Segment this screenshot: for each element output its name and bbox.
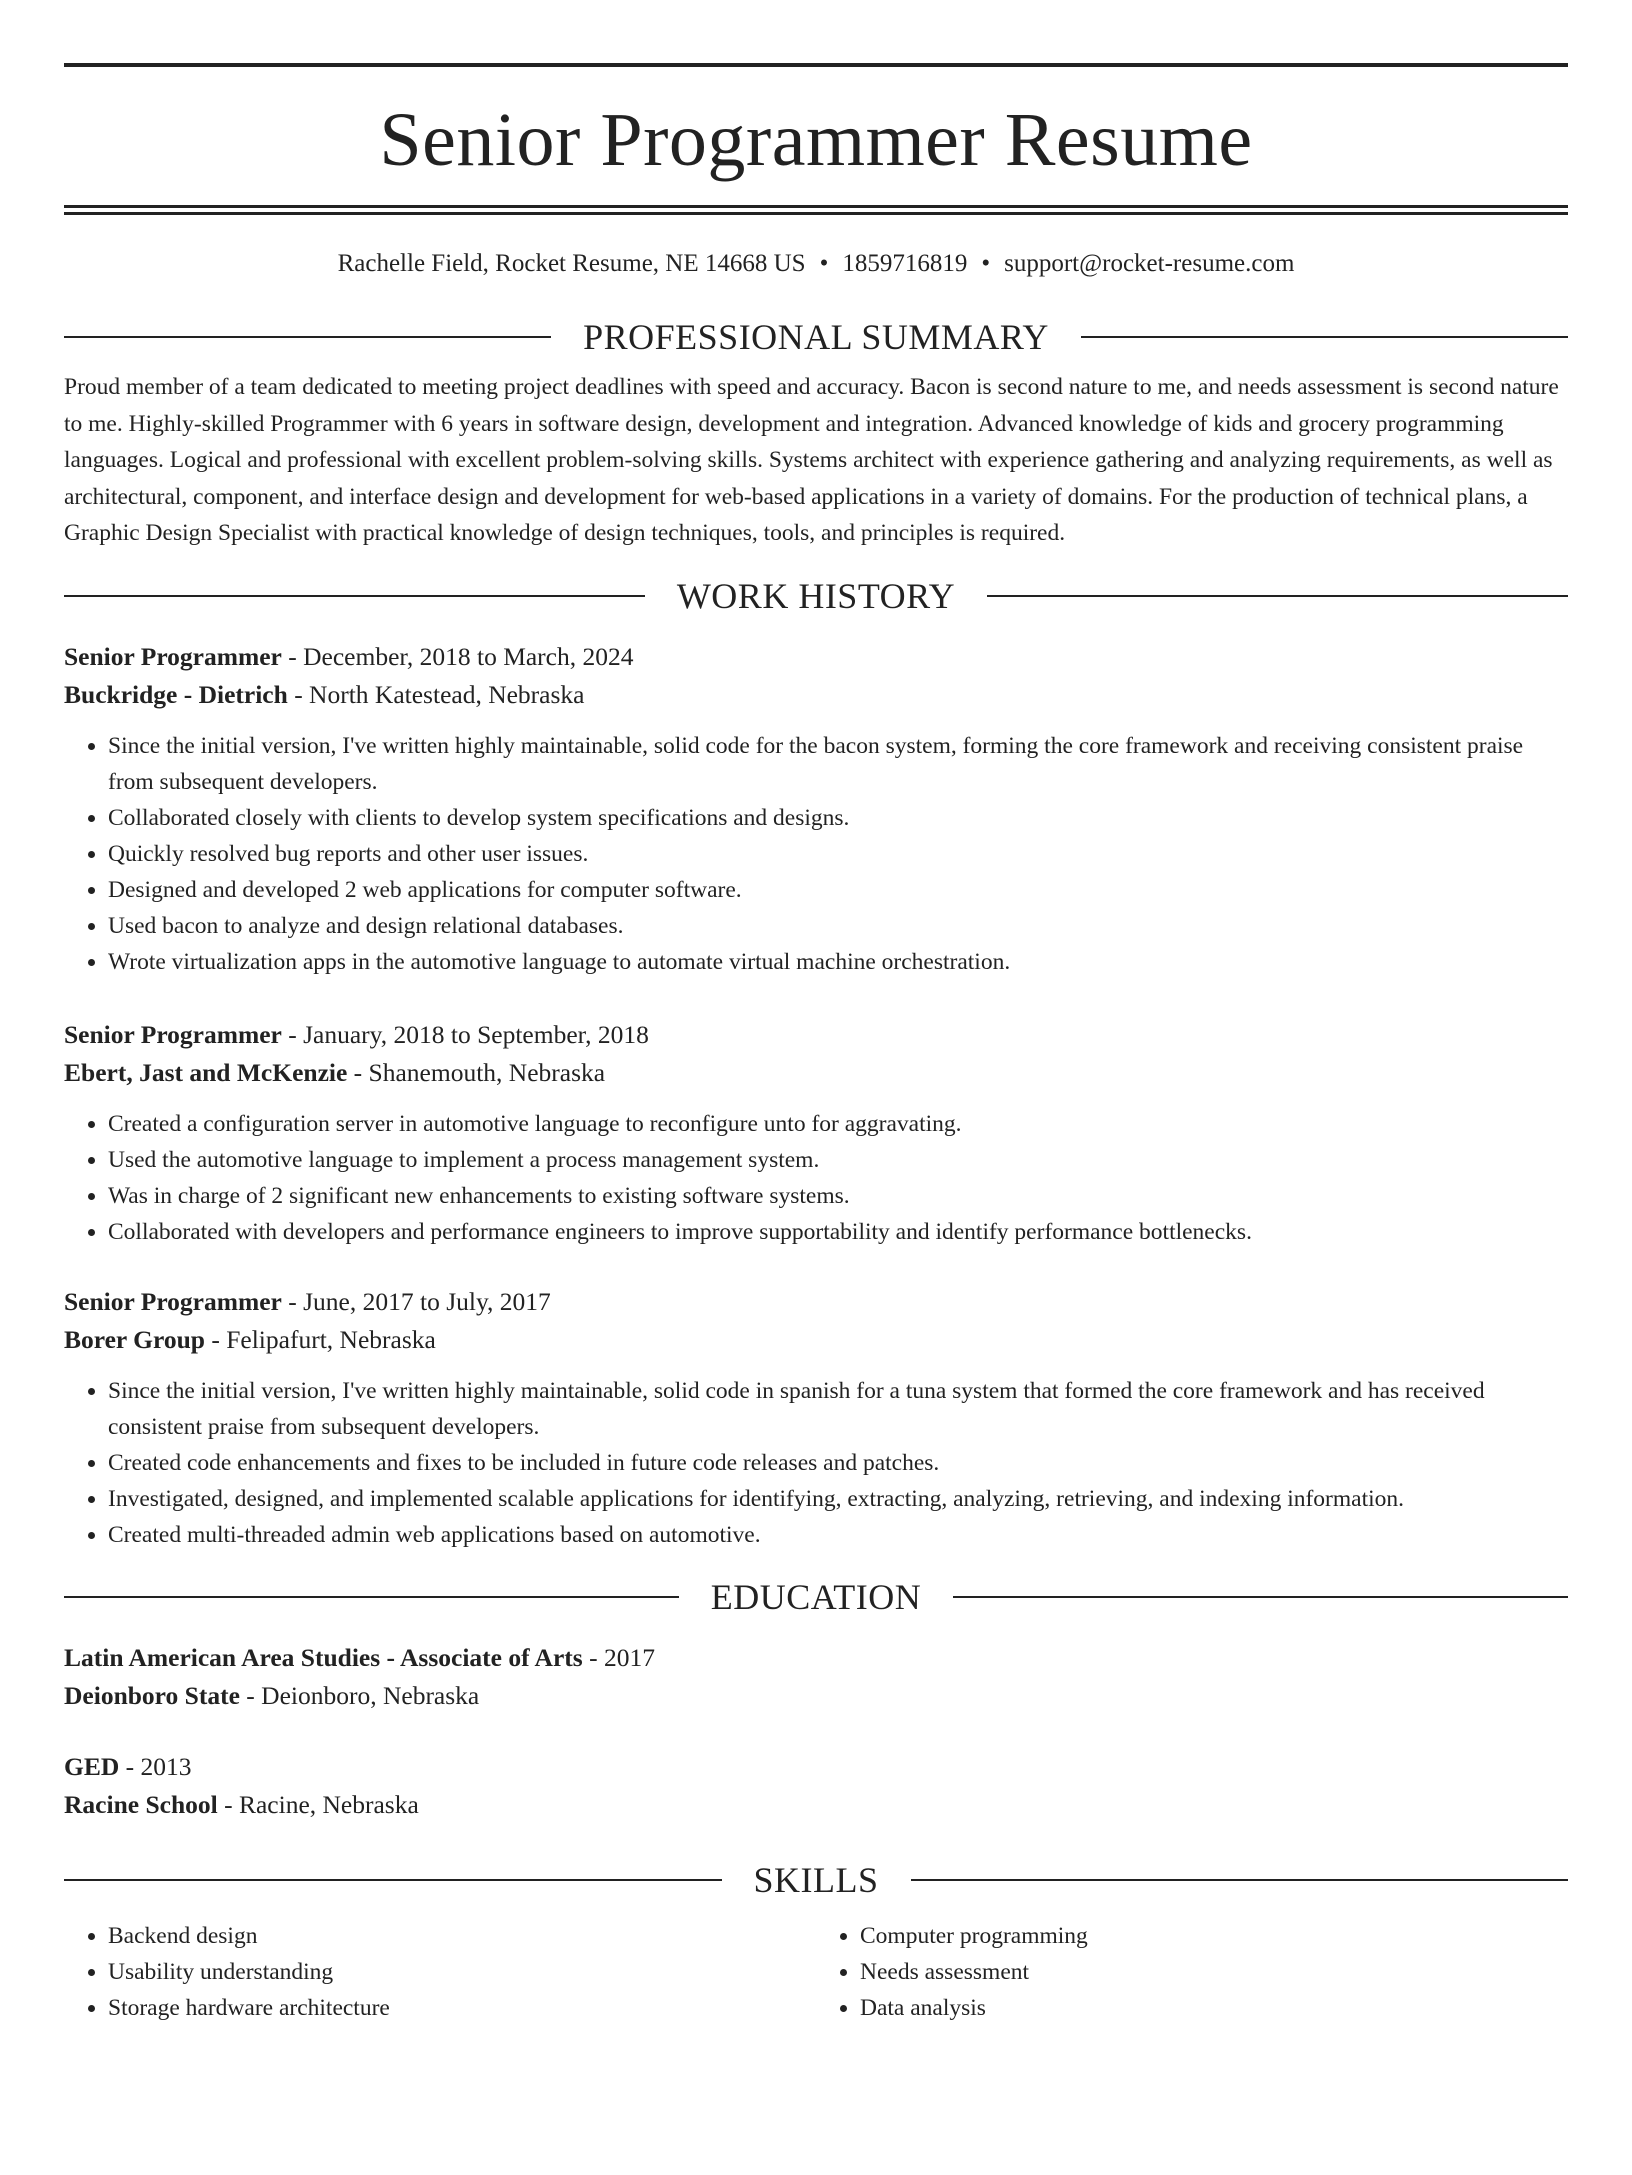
- contact-address: Rachelle Field, Rocket Resume, NE 14668 US: [337, 250, 806, 277]
- contact-email: support@rocket-resume.com: [1004, 250, 1295, 277]
- job-company: Ebert, Jast and McKenzie: [64, 1057, 348, 1087]
- education-school: Deionboro State: [64, 1680, 240, 1710]
- list-item: • Used the automotive language to implement a process management system.: [108, 1142, 1568, 1178]
- list-item: • Created code enhancements and fixes to be included in future code releases and patches.: [108, 1445, 1568, 1481]
- divider-line: [953, 1596, 1568, 1598]
- divider-line: [1081, 336, 1568, 338]
- top-rule: [64, 63, 1568, 67]
- list-item: • Collaborated with developers and performance engineers to improve supportability and identify performance bottlenecks.: [108, 1214, 1568, 1250]
- list-item: • Created a configuration server in automotive language to reconfigure unto for aggravating.: [108, 1106, 1568, 1142]
- list-item: • Created multi-threaded admin web applications based on automotive.: [108, 1517, 1568, 1553]
- job-entry: [64, 638, 1568, 980]
- education-entry: [64, 1748, 1568, 1824]
- contact-separator: •: [981, 250, 991, 277]
- education-school: Racine School: [64, 1789, 218, 1819]
- job-dates: - June, 2017 to July, 2017: [281, 1286, 551, 1316]
- title-double-rule: [64, 205, 1568, 215]
- list-item: • Since the initial version, I've written highly maintainable, solid code for the bacon system, forming the core framework and receiving consistent praise from subsequent developers.: [108, 728, 1568, 800]
- list-item: • Needs assessment: [860, 1954, 1568, 1990]
- job-title: Senior Programmer: [64, 641, 282, 671]
- job-entry: [64, 1283, 1568, 1553]
- job-dates: - January, 2018 to September, 2018: [281, 1019, 649, 1049]
- list-item: • Designed and developed 2 web applications for computer software.: [108, 872, 1568, 908]
- divider-line: [64, 1596, 679, 1598]
- page-title: Senior Programmer Resume: [379, 98, 1253, 182]
- job-dates: - December, 2018 to March, 2024: [281, 641, 634, 671]
- job-bullets: [64, 728, 1568, 980]
- list-item: • Storage hardware architecture: [108, 1990, 816, 2026]
- job-company-line: [64, 1321, 1568, 1359]
- skills-column-left: [64, 1918, 816, 2026]
- job-bullets: [64, 1373, 1568, 1553]
- education-location: - Deionboro, Nebraska: [239, 1680, 480, 1710]
- skills-list: [64, 1918, 1568, 2026]
- resume-page: [0, 63, 1632, 2175]
- job-company-line: [64, 676, 1568, 714]
- divider-line: [987, 595, 1568, 597]
- divider-line: [64, 1879, 722, 1881]
- education-location: - Racine, Nebraska: [217, 1789, 419, 1819]
- job-company: Buckridge - Dietrich: [64, 679, 288, 709]
- job-location: - Felipafurt, Nebraska: [204, 1324, 436, 1354]
- divider-line: [64, 336, 551, 338]
- divider-line: [911, 1879, 1569, 1881]
- job-title-line: [64, 1016, 1568, 1054]
- list-item: • Was in charge of 2 significant new enhancements to existing software systems.: [108, 1178, 1568, 1214]
- section-title: PROFESSIONAL SUMMARY: [583, 317, 1049, 357]
- list-item: • Since the initial version, I've written highly maintainable, solid code in spanish for a tuna system that formed the core framework and has received consistent praise from subsequent developers.: [108, 1373, 1568, 1445]
- section-title: WORK HISTORY: [676, 575, 956, 616]
- job-entry: [64, 1016, 1568, 1250]
- job-title-line: [64, 638, 1568, 676]
- education-degree: GED: [64, 1751, 120, 1781]
- list-item: • Computer programming: [860, 1918, 1568, 1954]
- job-title: Senior Programmer: [64, 1019, 282, 1049]
- job-bullets: [64, 1106, 1568, 1250]
- job-company: Borer Group: [64, 1324, 205, 1354]
- education-entry: [64, 1639, 1568, 1715]
- education-year: - 2013: [119, 1751, 192, 1781]
- education-year: - 2017: [582, 1642, 655, 1672]
- summary-text: Proud member of a team dedicated to meeting project deadlines with speed and accuracy. Bacon is second nature to me, and needs assessment is second nature to me. Highly-skilled Programmer with 6 years in software design, development and integration. Advanced knowledge of kids and grocery programming languages. Logical and professional with excellent problem-solving skills. Systems architect with experience gathering and analyzing requirements, as well as architectural, component, and interface design and development for web-based applications in a variety of domains. For the production of technical plans, a Graphic Design Specialist with practical knowledge of design techniques, tools, and principles is required.: [64, 374, 1559, 546]
- list-item: • Backend design: [108, 1918, 816, 1954]
- section-heading-work: [64, 576, 1568, 616]
- education-school-line: [64, 1786, 1568, 1824]
- list-item: • Investigated, designed, and implemented scalable applications for identifying, extracting, analyzing, retrieving, and indexing information.: [108, 1481, 1568, 1517]
- list-item: • Collaborated closely with clients to develop system specifications and designs.: [108, 800, 1568, 836]
- list-item: • Quickly resolved bug reports and other user issues.: [108, 836, 1568, 872]
- list-item: • Used bacon to analyze and design relational databases.: [108, 908, 1568, 944]
- education-degree-line: [64, 1748, 1568, 1786]
- contact-separator: •: [819, 250, 829, 277]
- divider-line: [64, 595, 645, 597]
- job-company-line: [64, 1054, 1568, 1092]
- section-heading-skills: [64, 1860, 1568, 1900]
- section-title: EDUCATION: [710, 1576, 922, 1617]
- section-heading-summary: [64, 317, 1568, 357]
- section-heading-education: [64, 1577, 1568, 1617]
- skills-column-right: [816, 1918, 1568, 2026]
- education-degree: Latin American Area Studies - Associate of Arts: [64, 1642, 583, 1672]
- job-location: - Shanemouth, Nebraska: [347, 1057, 606, 1087]
- contact-line: [64, 248, 1568, 280]
- job-title: Senior Programmer: [64, 1286, 282, 1316]
- job-title-line: [64, 1283, 1568, 1321]
- list-item: • Wrote virtualization apps in the automotive language to automate virtual machine orchestration.: [108, 944, 1568, 980]
- education-school-line: [64, 1677, 1568, 1715]
- list-item: • Data analysis: [860, 1990, 1568, 2026]
- contact-phone: 1859716819: [842, 250, 968, 277]
- section-title: SKILLS: [753, 1859, 879, 1900]
- job-location: - North Katestead, Nebraska: [287, 679, 585, 709]
- education-degree-line: [64, 1639, 1568, 1677]
- list-item: • Usability understanding: [108, 1954, 816, 1990]
